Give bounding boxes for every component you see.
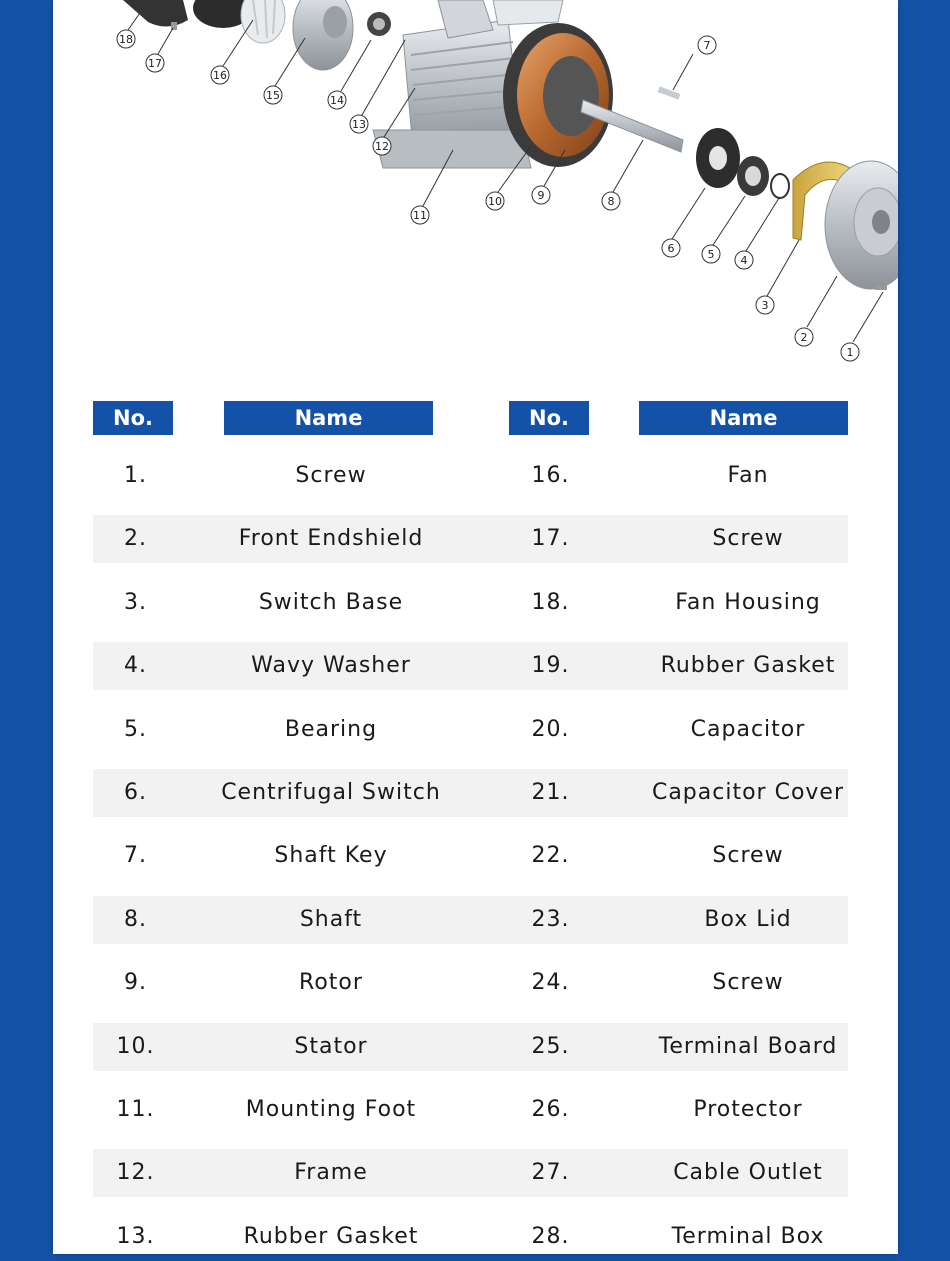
part-number-left: 13.	[116, 1223, 155, 1249]
part-number-right: 20.	[531, 716, 570, 742]
header-name-left: Name	[224, 401, 433, 435]
table-row	[93, 515, 848, 563]
svg-text:18: 18	[119, 33, 133, 46]
part-number-left: 4.	[124, 653, 147, 679]
part-name-left: Mounting Foot	[245, 1097, 417, 1122]
centrifugal-switch-shape	[696, 128, 740, 188]
svg-text:5: 5	[707, 248, 715, 261]
svg-text:15: 15	[266, 89, 280, 102]
table-row	[93, 579, 848, 627]
callout-10	[486, 192, 504, 210]
motor-illustration	[53, 0, 898, 380]
part-number-right: 19.	[531, 653, 570, 679]
rear-endshield-shape	[293, 0, 391, 70]
table-row	[93, 642, 848, 690]
part-number-right: 28.	[531, 1223, 570, 1249]
callout-18	[117, 30, 135, 48]
table-row	[93, 1023, 848, 1071]
fan-housing-shape	[123, 0, 253, 28]
part-number-left: 11.	[116, 1097, 155, 1122]
wavy-washer-shape	[771, 174, 789, 198]
callout-11	[411, 206, 429, 224]
svg-text:13: 13	[352, 118, 366, 131]
part-name-right: Screw	[712, 526, 784, 552]
part-name-right: Fan Housing	[675, 589, 821, 615]
part-name-right: Fan	[727, 463, 769, 488]
part-number-left: 8.	[124, 906, 147, 932]
part-name-right: Cable Outlet	[673, 1160, 823, 1186]
part-name-right: Box Lid	[704, 906, 792, 932]
part-name-right: Screw	[712, 970, 784, 996]
callout-13	[350, 115, 368, 133]
table-row	[93, 1086, 848, 1134]
part-name-left: Front Endshield	[238, 526, 424, 552]
parts-sheet	[53, 0, 898, 1254]
part-number-right: 24.	[531, 970, 570, 996]
header-name-right: Name	[639, 401, 848, 435]
part-name-left: Centrifugal Switch	[221, 780, 441, 805]
part-number-right: 17.	[531, 526, 570, 552]
part-number-left: 7.	[124, 843, 147, 869]
table-row	[93, 896, 848, 944]
callout-9	[532, 186, 550, 204]
part-number-right: 27.	[531, 1160, 570, 1186]
table-row	[93, 452, 848, 500]
svg-text:12: 12	[375, 140, 389, 153]
svg-text:17: 17	[148, 57, 162, 70]
part-number-right: 23.	[531, 906, 570, 932]
svg-text:4: 4	[740, 254, 748, 267]
part-name-left: Shaft Key	[274, 843, 388, 869]
bearing-shape	[737, 156, 769, 196]
part-number-left: 12.	[116, 1160, 155, 1186]
part-name-left: Switch Base	[258, 589, 404, 615]
svg-text:1: 1	[846, 346, 854, 359]
part-name-right: Capacitor Cover	[651, 780, 845, 805]
table-row	[93, 769, 848, 817]
svg-text:14: 14	[330, 94, 344, 107]
part-name-right: Screw	[712, 843, 784, 869]
part-number-right: 21.	[531, 780, 570, 805]
part-name-right: Rubber Gasket	[660, 653, 836, 679]
part-number-right: 25.	[531, 1033, 570, 1059]
table-row	[93, 832, 848, 880]
svg-text:10: 10	[488, 195, 502, 208]
header-no-right: No.	[509, 401, 589, 435]
fan-shape	[241, 0, 285, 43]
part-name-right: Capacitor	[690, 716, 806, 742]
part-number-left: 6.	[124, 780, 147, 805]
svg-text:3: 3	[761, 299, 769, 312]
part-name-left: Stator	[294, 1033, 368, 1059]
part-number-left: 10.	[116, 1033, 155, 1059]
part-number-right: 22.	[531, 843, 570, 869]
svg-text:7: 7	[703, 39, 711, 52]
callout-16	[211, 66, 229, 84]
svg-text:11: 11	[413, 209, 427, 222]
stator-shape	[503, 23, 613, 167]
part-name-left: Screw	[295, 463, 367, 488]
callout-5	[702, 245, 720, 263]
svg-text:2: 2	[800, 331, 808, 344]
svg-text:6: 6	[667, 242, 675, 255]
part-name-left: Rubber Gasket	[243, 1223, 419, 1249]
part-number-right: 26.	[531, 1097, 570, 1122]
callout-8	[602, 192, 620, 210]
svg-text:16: 16	[213, 69, 227, 82]
header-no-left: No.	[93, 401, 173, 435]
part-number-left: 9.	[124, 970, 147, 996]
part-name-left: Rotor	[299, 970, 363, 996]
callout-7	[698, 36, 716, 54]
callout-3	[756, 296, 774, 314]
callout-2	[795, 328, 813, 346]
part-name-left: Frame	[294, 1160, 368, 1186]
callout-1	[841, 343, 859, 361]
part-name-left: Shaft	[299, 906, 363, 932]
part-number-right: 16.	[531, 463, 570, 488]
part-name-right: Terminal Box	[671, 1223, 825, 1249]
part-number-left: 1.	[124, 463, 147, 488]
part-number-left: 2.	[124, 526, 147, 552]
callout-17	[146, 54, 164, 72]
part-number-left: 5.	[124, 716, 147, 742]
part-name-right: Terminal Board	[658, 1033, 838, 1059]
callout-4	[735, 251, 753, 269]
callout-15	[264, 86, 282, 104]
part-name-left: Wavy Washer	[251, 653, 411, 679]
svg-text:8: 8	[607, 195, 615, 208]
part-name-right: Protector	[693, 1097, 803, 1122]
table-row	[93, 959, 848, 1007]
part-number-left: 3.	[124, 589, 147, 615]
table-row	[93, 1149, 848, 1197]
callout-12	[373, 137, 391, 155]
part-name-left: Bearing	[284, 716, 378, 742]
part-number-right: 18.	[531, 589, 570, 615]
table-row	[93, 706, 848, 754]
callout-6	[662, 239, 680, 257]
callout-14	[328, 91, 346, 109]
svg-text:9: 9	[537, 189, 545, 202]
exploded-motor-diagram	[53, 0, 898, 380]
